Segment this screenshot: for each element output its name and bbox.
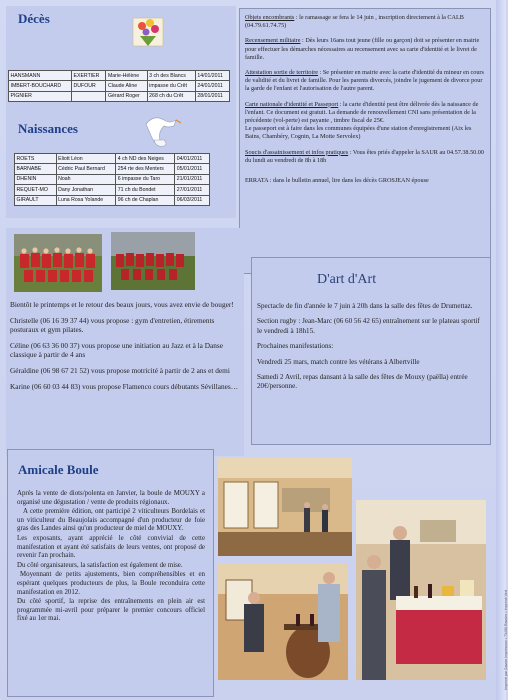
cell: Dany Jonathan — [56, 185, 116, 195]
dart-box — [251, 257, 491, 445]
team-photo-2 — [111, 232, 195, 290]
sport-text — [10, 300, 238, 397]
cell: PIGNIER — [9, 91, 72, 101]
cell: 04/01/2011 — [175, 154, 210, 164]
table-row — [15, 174, 210, 184]
boule-text — [17, 490, 205, 624]
dart-rugby-text: Section rugby : Jean-Marc (06 60 56 42 65) entraînement sur le plateau sportif le vendredi à 18h15. — [257, 317, 480, 335]
cell: Luna Rosa Yolande — [56, 195, 116, 205]
table-row — [15, 185, 210, 195]
cell — [72, 91, 106, 101]
cell: 14/01/2011 — [195, 71, 229, 81]
cell: 254 rte des Menters — [116, 164, 175, 174]
cell: ROETS — [15, 154, 57, 164]
deces-table — [8, 70, 230, 102]
cell: 06/03/2011 — [175, 195, 210, 205]
cell: DUFOUR — [72, 81, 106, 91]
stand-photo — [356, 500, 486, 680]
cell: Gérard Roger — [106, 91, 147, 101]
boule-title: Amicale Boule — [18, 462, 99, 477]
cell: HANSMANN — [9, 71, 72, 81]
cell: EXERTIER — [72, 71, 106, 81]
dart-repas-text: Samedi 2 Avril, repas dansant à la salle des fêtes de Mouxy (paëlla) entrée 20€/personne. — [257, 373, 468, 391]
cell: REQUET-MO — [15, 185, 57, 195]
salle-photo — [218, 458, 352, 556]
cell: GIRAULT — [15, 195, 57, 205]
table-row — [9, 81, 230, 91]
flower-bouquet-image — [130, 10, 166, 50]
dart-text — [257, 302, 483, 398]
assainissement-heading: Soucis d'assainissement et infos pratiques — [245, 148, 349, 156]
cell: 24/01/2011 — [195, 81, 229, 91]
attestation-text: : Se présenter en mairie avec la carte d'identité du mineur en cours de validité et du livret de famille. Pour les parents divorcés, joindre le jugement de divorce pour la garde de l'enfant et l'autorisation de l'autre parent. — [245, 69, 484, 93]
cell: BARNABE — [15, 164, 57, 174]
table-row — [15, 195, 210, 205]
naissances-table — [14, 153, 210, 206]
table-row — [9, 71, 230, 81]
cell: 268 ch du Crêt — [147, 91, 195, 101]
dart-match-text: Vendredi 25 mars, match contre les vétérans à Albertville — [257, 357, 420, 366]
cell: 27/01/2011 — [175, 185, 210, 195]
dart-title: D'art d'Art — [317, 272, 377, 287]
recensement-text: : Dès leurs 16ans tout jeune (fille ou garçon) doit se présenter en mairie pour effectuer les démarches nécessaires au recensement avec sa carte d'identité et le livret de famille. — [245, 37, 480, 61]
cni-text: : la carte d'identité peut être délivrée dès la naissance de l'enfant. Ce document est gratuit. La demande de renouvellement CNI sans présentation de la précédente (vol-perte) est payante , timbre fiscal de 25€. — [245, 100, 479, 125]
boule-p4: Du côté organisateurs, la satisfaction est également de mise. — [17, 561, 183, 569]
karine-text: Karine (06 60 03 44 83) vous propose Flamenco cours débutants Sévillanes… — [10, 381, 238, 391]
assainissement-text: : Vous êtes priés d'appeler la SAUR au 04.57.38.50.00 du lundi au vendredi de 8h à 18h — [245, 148, 484, 164]
team-photo-1 — [14, 234, 102, 292]
cell: Marie-Hélène — [106, 71, 147, 81]
attestation-heading: Attestation sortie de territoire — [245, 69, 319, 77]
cell: 28/01/2011 — [195, 91, 229, 101]
christelle-text: Christelle (06 16 39 37 44) vous propose : gym d'entretien, étirements posturaux et gym pilates. — [10, 315, 215, 335]
boule-p1: Après la vente de diots/polenta en Janvier, la boule de MOUXY a organisé une dégustation / vente de produits régionaux. — [17, 490, 205, 506]
cell: Cédric Paul Bernard — [56, 164, 116, 174]
cell: Eliott Léon — [56, 154, 116, 164]
cell: 71 ch du Bondet — [116, 185, 175, 195]
cell: 21/01/2011 — [175, 174, 210, 184]
boule-p2: A cette première édition, ont participé 2 viticulteurs Bordelais et un viticulteur du Beaujolais accompagné d'un producteur de foie gras des Landes ainsi qu'un producteur de miel de MOUXY. — [17, 508, 205, 533]
table-row — [9, 91, 230, 101]
printer-credit: Imprimé par Savoie Impression • 73490 Ravoire • Imprimé Vert — [504, 590, 508, 690]
cell: 6 impasse du Taro — [116, 174, 175, 184]
cell: Claude Aline — [106, 81, 147, 91]
cell: Noah — [56, 174, 116, 184]
cell: 4 ch ND des Neiges — [116, 154, 175, 164]
sport-intro: Bientôt le printemps et le retour des beaux jours, vous avez envie de bouger! — [10, 300, 234, 309]
infos-text — [245, 14, 484, 185]
cell: impasse du Crêt — [147, 81, 195, 91]
degustation-photo — [218, 564, 348, 680]
objets-encombrants-heading: Objets encombrants — [245, 14, 295, 21]
boule-p6: Du côté sportif, la reprise des entraînements en plein air est programmée mi-avril pour préparer le premier concours officiel fixé au 1er mai. — [17, 598, 205, 623]
boule-p3: Les exposants, ayant apprécié le côté convivial de cette manifestation et ayant été satisfaits de leurs ventes, ont proposé de revenir l'an prochain. — [17, 534, 205, 560]
cell: 3 ch des Blancs — [147, 71, 195, 81]
celine-text: Céline (06 63 36 00 37) vous propose une initiation au Jazz et à la Danse classique à partir de 4 ans — [10, 340, 223, 360]
objets-encombrants-text: : le ramassage se fera le 14 juin , inscription directement à la CALB (04.79.61.74.75) — [245, 14, 464, 30]
dart-spectacle-text: Spectacle de fin d'année le 7 juin à 20h dans la salle des fêtes de Drumettaz. — [257, 302, 473, 310]
amicale-boule-box — [7, 449, 214, 697]
table-row — [15, 164, 210, 174]
cni-heading: Carte nationale d'identité et Passeport — [245, 100, 339, 108]
cell: IMBERT-BOUCHARD — [9, 81, 72, 91]
stork-image — [140, 110, 182, 150]
recensement-heading: Recensement militaire — [245, 37, 301, 45]
geraldine-text: Géraldine (06 98 67 21 52) vous propose motricité à partir de 2 ans et demi — [10, 365, 230, 375]
table-row — [15, 154, 210, 164]
deces-title: Décès — [18, 11, 50, 26]
boule-p5: Moyennant de petits ajustements, bien compréhensibles et en espérant quelques producteurs de plus, la Boule reconduira cette manifestation en 2012. — [17, 571, 205, 596]
cell: 05/01/2011 — [175, 164, 210, 174]
cell: DHENIN — [15, 174, 57, 184]
cell: 96 ch de Chaplan — [116, 195, 175, 205]
dart-manifestations-heading: Prochaines manifestations: — [257, 342, 334, 351]
errata-text: ERRATA : dans le bulletin annuel, lire dans les décès GROSJEAN épouse — [245, 177, 429, 185]
passeport-text: Le passeport est à faire dans les communes équipées d'une station d'enregistrement (Aix les Bains, Chambéry, Cognin, La Motte Servolex) — [245, 125, 472, 141]
infos-pratiques-box — [239, 8, 491, 274]
naissances-title: Naissances — [18, 121, 78, 136]
